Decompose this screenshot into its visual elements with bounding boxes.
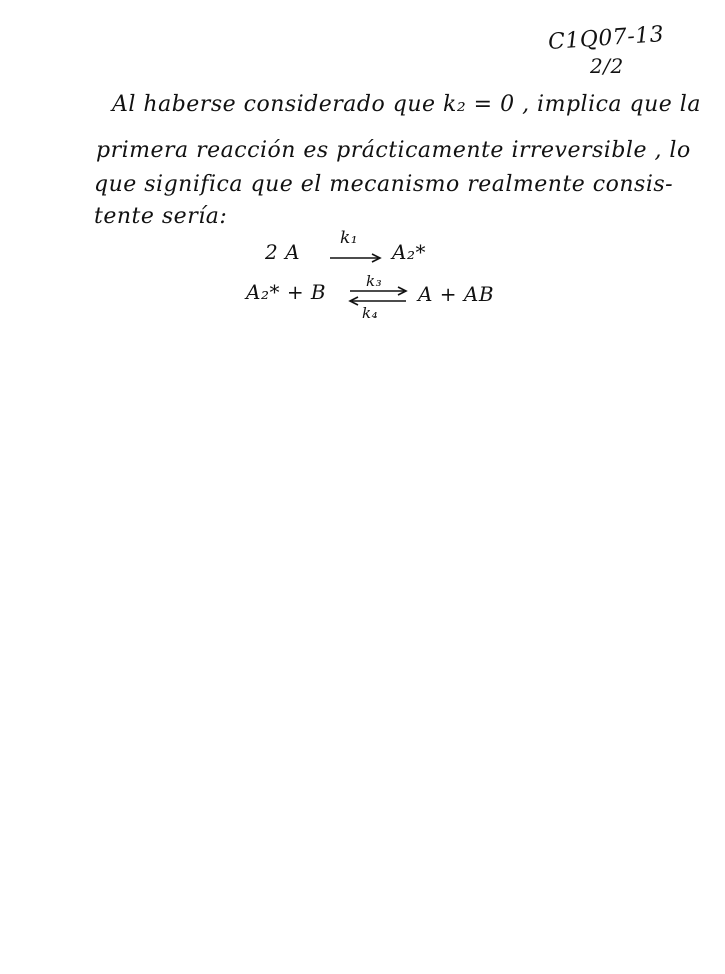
text-line-2: primera reacción es prácticamente irreversible , lo (96, 138, 691, 163)
equation-2-forward-constant: k₃ (366, 272, 383, 290)
equation-1-products: A₂* (392, 240, 426, 264)
equation-1-rate-constant: k₁ (340, 228, 359, 248)
text-line-1: Al haberse considerado que k₂ = 0 , implica que la (112, 92, 701, 117)
equation-2-reverse-constant: k₄ (362, 304, 379, 322)
forward-arrow-icon (328, 252, 384, 264)
text-line-3: que significa que el mecanismo realmente consis- (94, 172, 674, 197)
equation-2-products: A + AB (418, 282, 495, 306)
document-code: C1Q07-13 (547, 21, 666, 56)
text-line-4: tente sería: (94, 204, 228, 229)
equation-2-reactants: A₂* + B (246, 280, 327, 304)
equation-1-reactants: 2 A (265, 240, 301, 264)
page-number: 2/2 (590, 54, 624, 78)
